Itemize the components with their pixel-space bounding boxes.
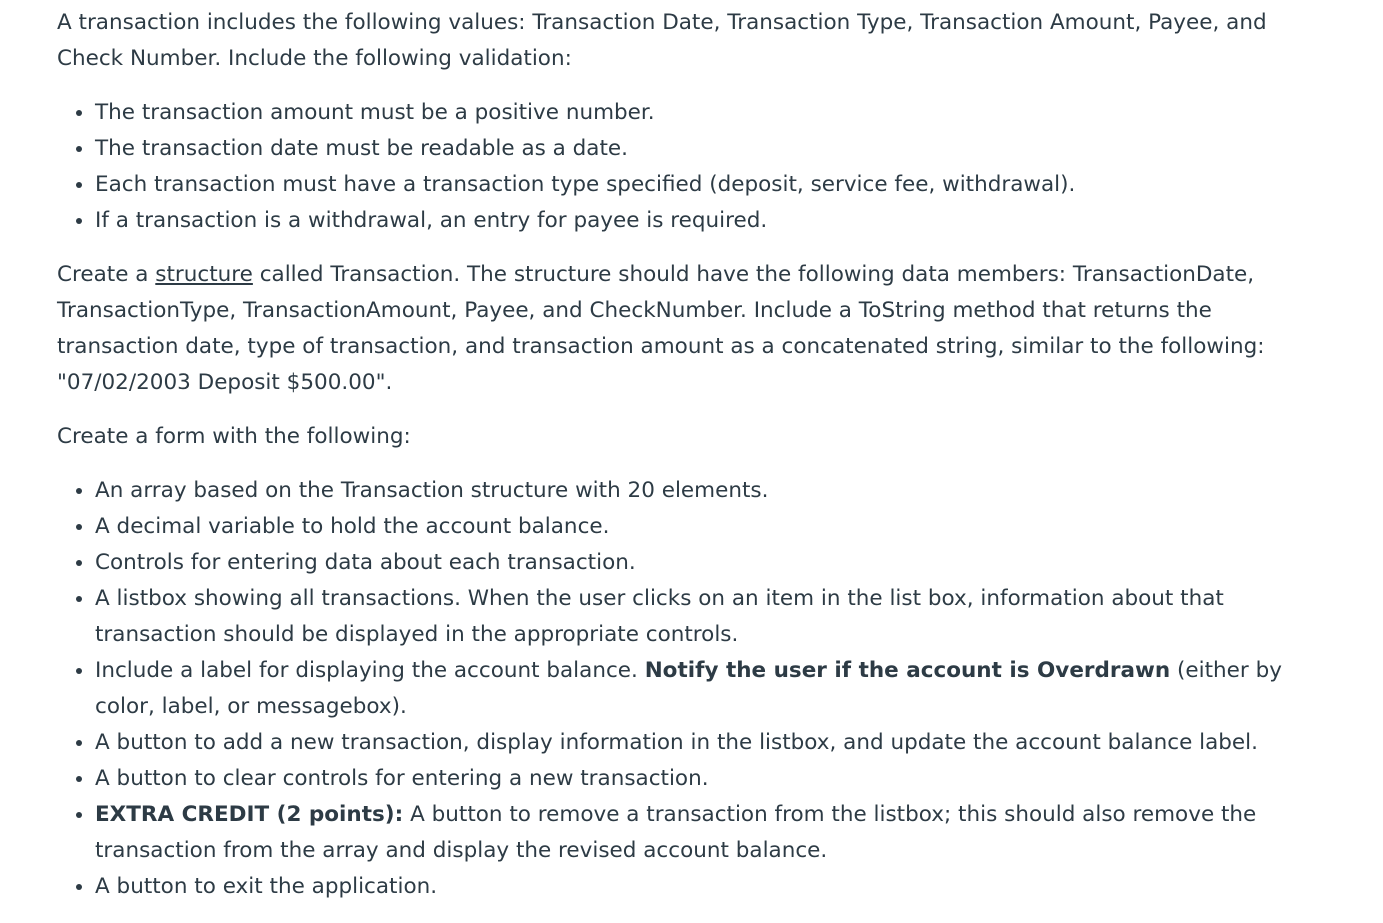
form-requirements-list: [57, 473, 1327, 905]
form-item-balance-variable: • A decimal variable to hold the account balance.: [95, 509, 1327, 545]
validation-list: [57, 95, 1327, 239]
form-item-extra-credit: [95, 797, 1327, 869]
validation-item: • The transaction amount must be a positive number.: [95, 95, 1327, 131]
assignment-content: [57, 5, 1327, 923]
form-item-controls: • Controls for entering data about each transaction.: [95, 545, 1327, 581]
validation-item: • If a transaction is a withdrawal, an entry for payee is required.: [95, 203, 1327, 239]
form-item-exit-button: • A button to exit the application.: [95, 869, 1327, 905]
balance-label-prefix: Include a label for displaying the account balance.: [95, 658, 645, 683]
form-item-balance-label: [95, 653, 1327, 725]
structure-paragraph: [57, 257, 1327, 401]
extra-credit-text: A button to remove a transaction from the listbox; this should also remove the transaction from the array and display the revised account balance.: [95, 802, 1257, 863]
validation-item: • Each transaction must have a transaction type specified (deposit, service fee, withdrawal).: [95, 167, 1327, 203]
form-paragraph: Create a form with the following:: [57, 424, 411, 449]
validation-item: • The transaction date must be readable as a date.: [95, 131, 1327, 167]
intro-paragraph: A transaction includes the following values: Transaction Date, Transaction Type, Transaction Amount, Payee, and Check Number. Include the following validation:: [57, 10, 1267, 71]
form-item-clear-button: • A button to clear controls for entering a new transaction.: [95, 761, 1327, 797]
form-item-array: • An array based on the Transaction structure with 20 elements.: [95, 473, 1327, 509]
overdrawn-notice: Notify the user if the account is Overdrawn: [644, 658, 1171, 683]
structure-prefix: Create a: [57, 262, 156, 287]
extra-credit-label: EXTRA CREDIT (2 points):: [95, 802, 404, 827]
form-item-add-button: • A button to add a new transaction, display information in the listbox, and update the account balance label.: [95, 725, 1327, 761]
form-item-listbox: • A listbox showing all transactions. When the user clicks on an item in the list box, information about that transaction should be displayed in the appropriate controls.: [95, 581, 1327, 653]
structure-link[interactable]: structure: [155, 262, 253, 287]
structure-suffix: called Transaction. The structure should have the following data members: TransactionDate, TransactionType, TransactionAmount, Payee, and CheckNumber. Include a ToString method that returns the transaction date, type of transaction, and transaction amount as a concatenated string, similar to the following: "07/02/2003 Deposit $500.00".: [57, 262, 1265, 395]
balance-label-suffix: (either by color, label, or messagebox).: [95, 658, 1282, 719]
